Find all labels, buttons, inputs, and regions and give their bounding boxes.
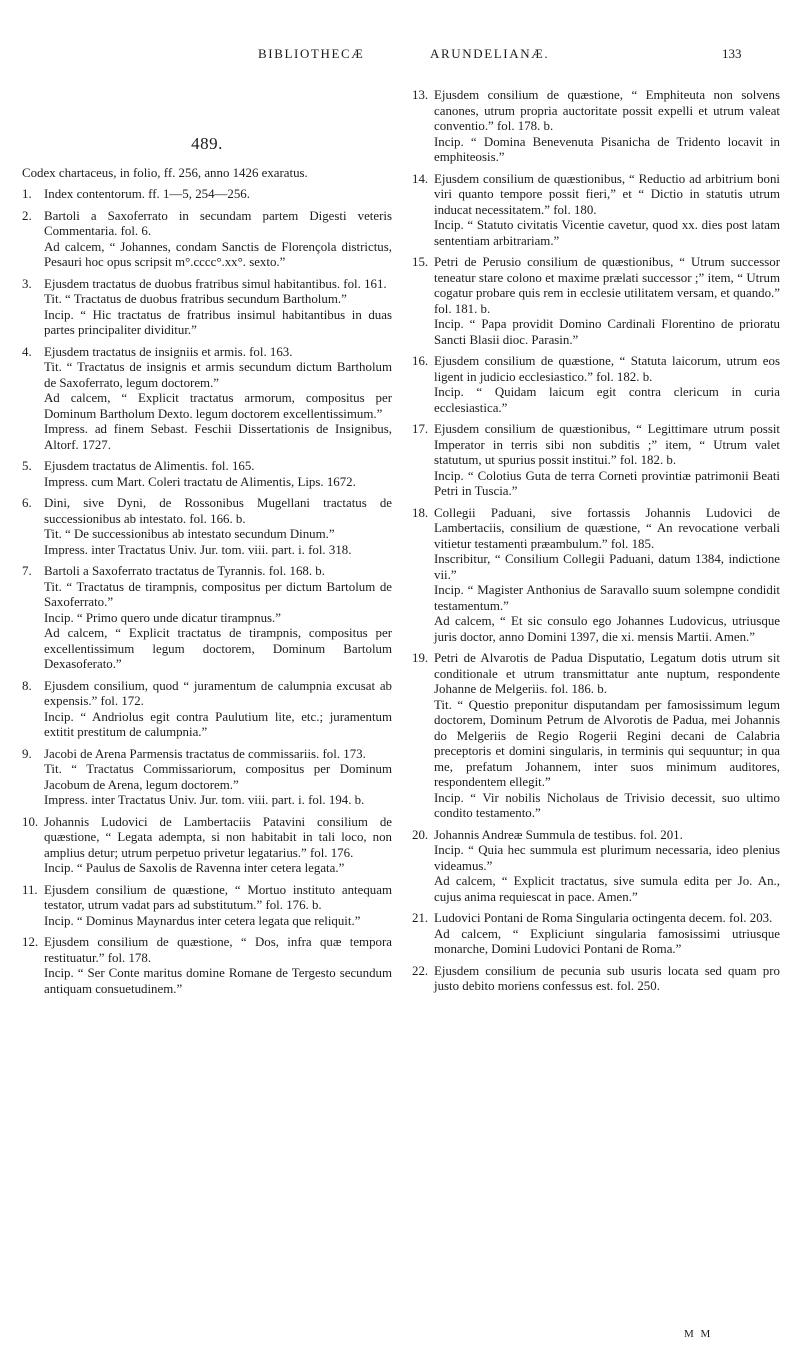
catalogue-entry xyxy=(22,459,392,490)
entry-note: Ad calcem, “ Explicit tractatus, sive sumula edita per Jo. An., cujus anima requiescat in pace. Amen.” xyxy=(434,874,780,904)
entry-note: Incip. “ Domina Benevenuta Pisanicha de Tridento locavit in emphiteosis.” xyxy=(434,134,780,164)
entry-note: Ad calcem, “ Expliciunt singularia famosissimi utriusque monarche, Domini Ludovici Pontani de Roma.” xyxy=(434,926,780,956)
catalogue-entry xyxy=(22,187,392,203)
entry-number: 17. xyxy=(412,422,429,436)
catalogue-entry xyxy=(412,255,780,348)
entry-note: Incip. “ Statuto civitatis Vicentie cavetur, quod xx. dies post latam sententiam arbitrariam.” xyxy=(434,218,780,248)
catalogue-entry xyxy=(412,506,780,646)
codex-number: 489. xyxy=(191,134,223,153)
catalogue-entry xyxy=(22,883,392,930)
entry-note: Impress. inter Tractatus Univ. Jur. tom. viii. part. i. fol. 194. b. xyxy=(44,793,365,807)
entry-title: Ejusdem consilium, quod “ juramentum de calumpnia excusat ab expensis.” fol. 172. xyxy=(44,678,392,708)
entry-note: Incip. “ Ser Conte maritus domine Romane de Tergesto secundum antiquam consuetudinem.” xyxy=(44,966,392,996)
entry-note: Inscribitur, “ Consilium Collegii Paduani, datum 1384, indictione vii.” xyxy=(434,552,780,582)
entry-note: Ad calcem, “ Explicit tractatus de tirampnis, compositus per excellentissimum legum doctorem, Dominum Bartolum Dexasoferato.” xyxy=(44,626,392,671)
entry-number: 15. xyxy=(412,255,429,269)
entry-note: Impress. cum Mart. Coleri tractatu de Alimentis, Lips. 1672. xyxy=(44,474,356,489)
entry-note: Incip. “ Quia hec summula est plurimum necessaria, ideo plenius videamus.” xyxy=(434,843,780,873)
catalogue-entry xyxy=(22,345,392,454)
catalogue-entry xyxy=(412,651,780,822)
running-title-right: ARUNDELIANÆ. xyxy=(430,46,550,61)
entry-note: Tit. “ Tractatus de insignis et armis secundum dictum Bartholum de Saxoferrato, legum doctorem.” xyxy=(44,360,392,390)
entry-title: Petri de Alvarotis de Padua Disputatio, Legatum dotis utrum sit conditionale et utrum transmittatur ante nuptum, respondente Johanne de Melgeriis. fol. 186. b. xyxy=(434,651,780,696)
entry-number: 14. xyxy=(412,171,429,186)
entry-note: Incip. “ Colotius Guta de terra Corneti provintiæ patrimonii Beati Petri in Tuscia.” xyxy=(434,468,780,498)
entry-number: 12. xyxy=(22,935,39,949)
entry-number: 21. xyxy=(412,911,429,925)
entry-note: Ad calcem, “ Et sic consulo ego Johannes Ludovicus, utriusque juris doctor, anno Domini 1397, die xi. mensis Martii. Amen.” xyxy=(434,614,780,644)
entry-number: 5. xyxy=(22,459,32,473)
catalogue-entry xyxy=(412,828,780,906)
entry-title: Ejusdem consilium de quæstione, “ Dos, infra quæ tempora restituatur.” fol. 178. xyxy=(44,935,392,965)
entry-number: 1. xyxy=(22,187,32,201)
entry-title: Johannis Ludovici de Lambertaciis Patavini consilium de quæstione, “ Legata adempta, si non habitabit in tali loco, non amplius detur; utrum perpetuo privetur legatarius.” fol. 176. xyxy=(44,814,392,860)
entry-note: Incip. “ Dominus Maynardus inter cetera legata que reliquit.” xyxy=(44,913,361,928)
entry-number: 18. xyxy=(412,505,429,520)
catalogue-entry xyxy=(412,172,780,250)
entry-number: 10. xyxy=(22,814,39,829)
entry-number: 19. xyxy=(412,651,429,665)
entry-note: Ad calcem, “ Johannes, condam Sanctis de Florençola districtus, Pesauri hoc opus scripsit m°.cccc°.xx°. sexto.” xyxy=(44,239,392,269)
entry-title: Collegii Paduani, sive fortassis Johannis Ludovici de Lambertaciis, consilium de quæstione, “ An revocatione verbali vitietur testamenti præambulum.” fol. 185. xyxy=(434,505,780,551)
entry-number: 8. xyxy=(22,678,32,693)
entry-number: 4. xyxy=(22,344,32,359)
entry-title: Ejusdem consilium de quæstionibus, “ Reductio ad arbitrium boni viri quanto tempore possit fieri,” et “ Dictio in statutis utrum inducat necessitatem.” fol. 180. xyxy=(434,171,780,217)
entry-note: Tit. “ Tractatus Commissariorum, compositus per Dominum Jacobum de Arena, legum doctorem.” xyxy=(44,762,392,792)
catalogue-entry xyxy=(22,935,392,997)
entry-title: Ejusdem consilium de quæstione, “ Statuta laicorum, utrum eos ligent in judicio ecclesiastico.” fol. 182. b. xyxy=(434,354,780,384)
catalogue-entry xyxy=(22,496,392,558)
entry-note: Tit. “ Tractatus de duobus fratribus secundum Bartholum.” xyxy=(44,292,347,306)
catchword: M M xyxy=(684,1328,713,1340)
entry-title: Ejusdem consilium de pecunia sub usuris locata sed quam pro justo debito moriens confessus est. fol. 250. xyxy=(434,963,780,993)
entry-title: Jacobi de Arena Parmensis tractatus de commissariis. fol. 173. xyxy=(44,746,366,761)
entry-number: 20. xyxy=(412,827,429,842)
entry-number: 13. xyxy=(412,88,429,102)
entry-title: Ejusdem tractatus de duobus fratribus simul habitantibus. fol. 161. xyxy=(44,276,387,291)
catalogue-entry xyxy=(22,209,392,271)
entry-number: 22. xyxy=(412,963,429,978)
catalogue-entry xyxy=(412,88,780,166)
entry-note: Tit. “ Tractatus de tirampnis, compositus per dictum Bartolum de Saxoferrato.” xyxy=(44,579,392,609)
entry-note: Incip. “ Magister Anthonius de Saravallo suum solempne condidit testamentum.” xyxy=(434,583,780,613)
entry-title: Ejusdem consilium de quæstione, “ Mortuo instituto antequam testator, utrum vadat pars ad substitutum.” fol. 176. b. xyxy=(44,882,392,912)
entry-note: Incip. “ Hic tractatus de fratribus insimul habitantibus in duas partes principaliter dividitur.” xyxy=(44,307,392,337)
entry-note: Incip. “ Primo quero unde dicatur tirampnus.” xyxy=(44,610,281,625)
entry-title: Ejusdem tractatus de insigniis et armis. fol. 163. xyxy=(44,344,293,359)
left-entries xyxy=(22,187,392,997)
entry-note: Tit. “ Questio preponitur disputandam per famosissimum legum doctorem, Dominum Petrum de Alvorotis de Padua, mei Johannis do Melgeriis de Regio Rogerii Regini decani de Calabria preceptoris et domini singularis, in terminis qui sequuntur; in qua me, prefatum Johannem, inter suos minimum auditores, respondentem ellegit.” xyxy=(434,697,780,789)
entry-note: Impress. inter Tractatus Univ. Jur. tom. viii. part. i. fol. 318. xyxy=(44,542,352,557)
catalogue-entry xyxy=(412,422,780,500)
entry-note: Incip. “ Paulus de Saxolis de Ravenna inter cetera legata.” xyxy=(44,861,345,875)
entry-note: Incip. “ Quidam laicum egit contra clericum in curia ecclesiastica.” xyxy=(434,385,780,415)
codex-description: Codex chartaceus, in folio, ff. 256, anno 1426 exaratus. xyxy=(22,165,308,180)
entry-note: Incip. “ Vir nobilis Nicholaus de Trivisio decessit, suo ultimo condito testamento.” xyxy=(434,790,780,820)
page-number: 133 xyxy=(722,46,742,61)
left-column xyxy=(22,82,392,997)
entry-note: Impress. ad finem Sebast. Feschii Dissertationis de Insignibus, Altorf. 1727. xyxy=(44,422,392,452)
entry-title: Johannis Andreæ Summula de testibus. fol. 201. xyxy=(434,827,683,842)
entry-title: Bartoli a Saxoferrato in secundam partem Digesti veteris Commentaria. fol. 6. xyxy=(44,208,392,238)
entry-number: 7. xyxy=(22,564,32,578)
entry-title: Index contentorum. ff. 1—5, 254—256. xyxy=(44,187,250,201)
catalogue-entry xyxy=(412,354,780,416)
entry-number: 16. xyxy=(412,354,429,368)
catalogue-entry xyxy=(22,679,392,741)
running-title-left: BIBLIOTHECÆ xyxy=(258,46,365,61)
entry-title: Dini, sive Dyni, de Rossonibus Mugellani tractatus de successionibus ab intestato. fol. 166. b. xyxy=(44,496,392,526)
running-header xyxy=(0,46,800,66)
catalogue-entry xyxy=(412,911,780,958)
catalogue-entry xyxy=(22,747,392,809)
entry-title: Petri de Perusio consilium de quæstionibus, “ Utrum successor teneatur stare colono et maxime prælati successor ;” item, “ Utrum cogatur probare quis rem in ecclesie utilitatem versam, et quando.” fol. 181. b. xyxy=(434,255,780,316)
entry-number: 6. xyxy=(22,496,32,510)
entry-note: Ad calcem, “ Explicit tractatus armorum, compositus per Dominum Bartholum Dexto. legum doctorem excellentissimum.” xyxy=(44,391,392,421)
catalogue-entry xyxy=(22,277,392,339)
entry-number: 2. xyxy=(22,208,32,223)
catalogue-entry xyxy=(22,564,392,673)
entry-note: Incip. “ Andriolus egit contra Paulutium lite, etc.; juramentum extitit prestitum de calumpnia.” xyxy=(44,709,392,739)
entry-title: Ejusdem consilium de quæstionibus, “ Legittimare utrum possit Imperator in terris sibi non subditis ;” item, “ Utrum valet statutum, ut spurius possit institui.” fol. 182. b. xyxy=(434,422,780,467)
catalogue-entry xyxy=(412,964,780,995)
entry-number: 9. xyxy=(22,746,32,761)
entry-title: Bartoli a Saxoferrato tractatus de Tyrannis. fol. 168. b. xyxy=(44,564,325,578)
entry-title: Ejusdem consilium de quæstione, “ Emphiteuta non solvens canones, utrum propria auctoritate possit expelli et utrum valeat conventio.” fol. 178. b. xyxy=(434,88,780,133)
right-column xyxy=(412,82,780,995)
entry-note: Tit. “ De successionibus ab intestato secundum Dinum.” xyxy=(44,527,335,541)
entry-number: 11. xyxy=(22,882,38,897)
entry-note: Incip. “ Papa providit Domino Cardinali Florentino de prioratu Sancti Blasii dioc. Parasin.” xyxy=(434,317,780,347)
catalogue-entry xyxy=(22,815,392,877)
entry-title: Ludovici Pontani de Roma Singularia octingenta decem. fol. 203. xyxy=(434,911,773,925)
entry-number: 3. xyxy=(22,276,32,291)
right-entries xyxy=(412,88,780,995)
entry-title: Ejusdem tractatus de Alimentis. fol. 165. xyxy=(44,459,255,473)
